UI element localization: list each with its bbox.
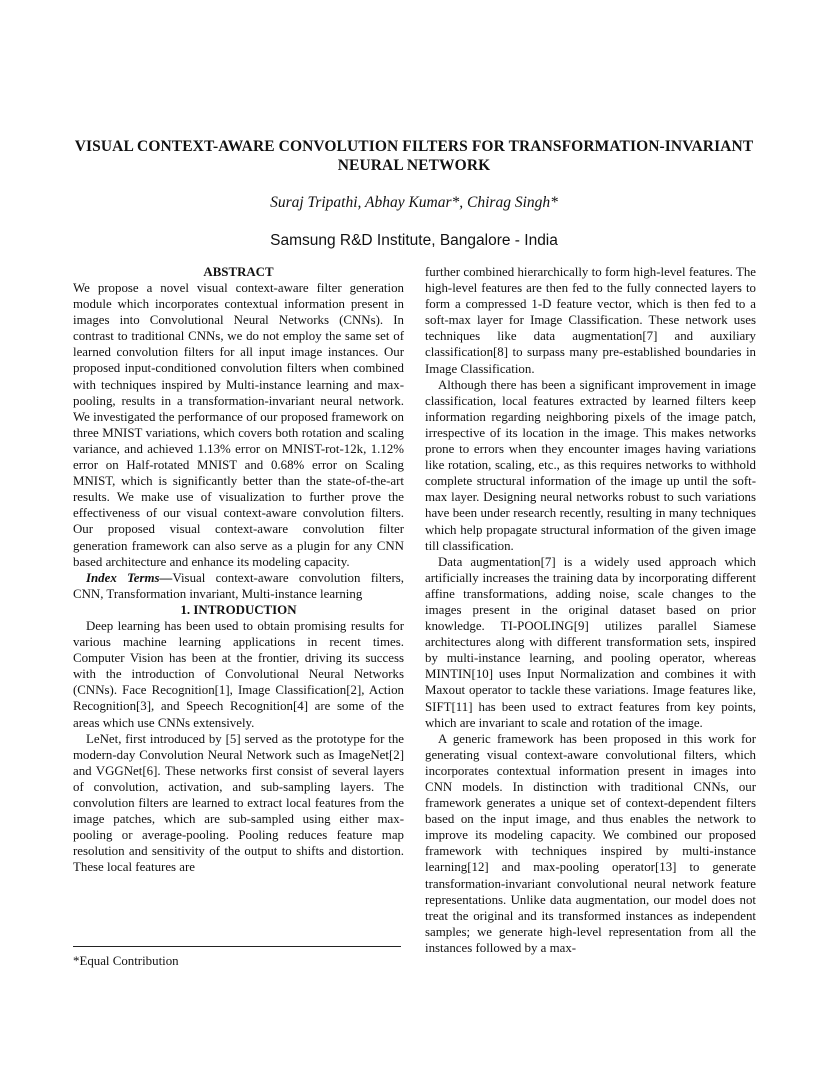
index-terms-text: Visual context-aware convolution filters, CNN, Transformation invariant, Multi-instance learning bbox=[73, 570, 404, 601]
abstract-heading: ABSTRACT bbox=[203, 265, 274, 279]
index-terms bbox=[73, 570, 404, 602]
paper-authors: Suraj Tripathi, Abhay Kumar*, Chirag Singh* bbox=[270, 194, 558, 211]
introduction-heading: 1. INTRODUCTION bbox=[180, 602, 297, 617]
intro-paragraph: Data augmentation[7] is a widely used approach which artificially increases the training data by incorporating different affine transformations, adding noise, scale changes to the images present in the original dataset based on prior knowledge. TI-POOLING[9] utilizes parallel Siamese architectures along with different transformation sets, inspired by multi-instance learning, and pooling operator, whereas MINTIN[10] uses Input Normalization and combines it with Maxout operator to tackle these variations. Image features like, SIFT[11] has been used to extract features from key points, which are invariant to scale and rotation of the image. bbox=[425, 554, 756, 730]
footnote-divider bbox=[73, 946, 401, 947]
paper-affiliation: Samsung R&D Institute, Bangalore - India bbox=[270, 232, 558, 249]
abstract-text: We propose a novel visual context-aware filter generation module which incorporates contextual information present in images into Convolutional Neural Networks (CNNs). In contrast to traditional CNNs, we do not employ the same set of learned convolution filters for all input image instances. Our proposed input-conditioned convolution filters when combined with techniques inspired by Multi-instance learning and max-pooling, results in a transformation-invariant neural network. We investigated the performance of our proposed framework on three MNIST variations, which covers both rotation and scaling variance, and achieved 1.13% error on MNIST-rot-12k, 1.12% error on Half-rotated MNIST and 0.68% error on Scaling MNIST, which is significantly better than the state-of-the-art results. We make use of visualization to further prove the effectiveness of our visual context-aware convolution filters. Our proposed visual context-aware convolution filter generation framework can also serve as a plugin for any CNN based architecture and enhance its modeling capacity. bbox=[73, 281, 404, 569]
intro-paragraph: A generic framework has been proposed in this work for generating visual context-aware convolutional filters, which incorporates contextual information present in images into CNN models. In distinction with traditional CNNs, our framework generates a unique set of context-dependent filters based on the input image, and thus enables the network to improve its modeling capacity. We combined our proposed framework with techniques inspired by multi-instance learning[12] and max-pooling operator[13] to generate transformation-invariant convolutional neural network feature representations. Unlike data augmentation, our model does not treat the original and its transformed instances as independent samples; we generate high-level representation from all the instances followed by a max- bbox=[425, 731, 756, 955]
left-column bbox=[73, 264, 404, 875]
right-column bbox=[425, 264, 756, 956]
index-terms-label: Index Terms— bbox=[86, 570, 173, 585]
intro-paragraph: further combined hierarchically to form high-level features. The high-level features are then fed to the fully connected layers to form a compressed 1-D feature vector, which is then fed to a soft-max layer for Image Classification. These network uses techniques like data augmentation[7] and auxiliary classification[8] to surpass many pre-established boundaries in Image Classification. bbox=[425, 265, 756, 376]
intro-paragraph: LeNet, first introduced by [5] served as the prototype for the modern-day Convolution Neural Network such as ImageNet[2] and VGGNet[6]. These networks first consist of several layers of convolution, activation, and sub-sampling layers. The convolution filters are learned to extract local features from the image patches, which are sub-sampled using either max-pooling or average-pooling. Pooling reduces feature map resolution and sensitivity of the output to shifts and distortion. These local features are bbox=[73, 731, 404, 875]
footnote: *Equal Contribution bbox=[73, 954, 179, 968]
intro-paragraph: Deep learning has been used to obtain promising results for various machine learning applications in recent times. Computer Vision has been at the frontier, driving its success with the introduction of Convolutional Neural Networks (CNNs). Face Recognition[1], Image Classification[2], Action Recognition[3], and Speech Recognition[4] are some of the areas which use CNNs extensively. bbox=[73, 618, 404, 730]
intro-paragraph: Although there has been a significant improvement in image classification, local features extracted by learned filters keep information regarding neighboring pixels of the image patch, irrespective of its location in the image. This makes networks prone to errors when they encounter images having variations like rotation, scaling, etc., as this requires networks to withhold complete structural information of the image up until the soft-max layer. Designing neural networks robust to such variations have been under research recently, resulting in many techniques which help propagate structural information of the given image till classification. bbox=[425, 377, 756, 553]
paper-title: VISUAL CONTEXT-AWARE CONVOLUTION FILTERS FOR TRANSFORMATION-INVARIANT NEURAL NETWORK bbox=[74, 138, 754, 174]
